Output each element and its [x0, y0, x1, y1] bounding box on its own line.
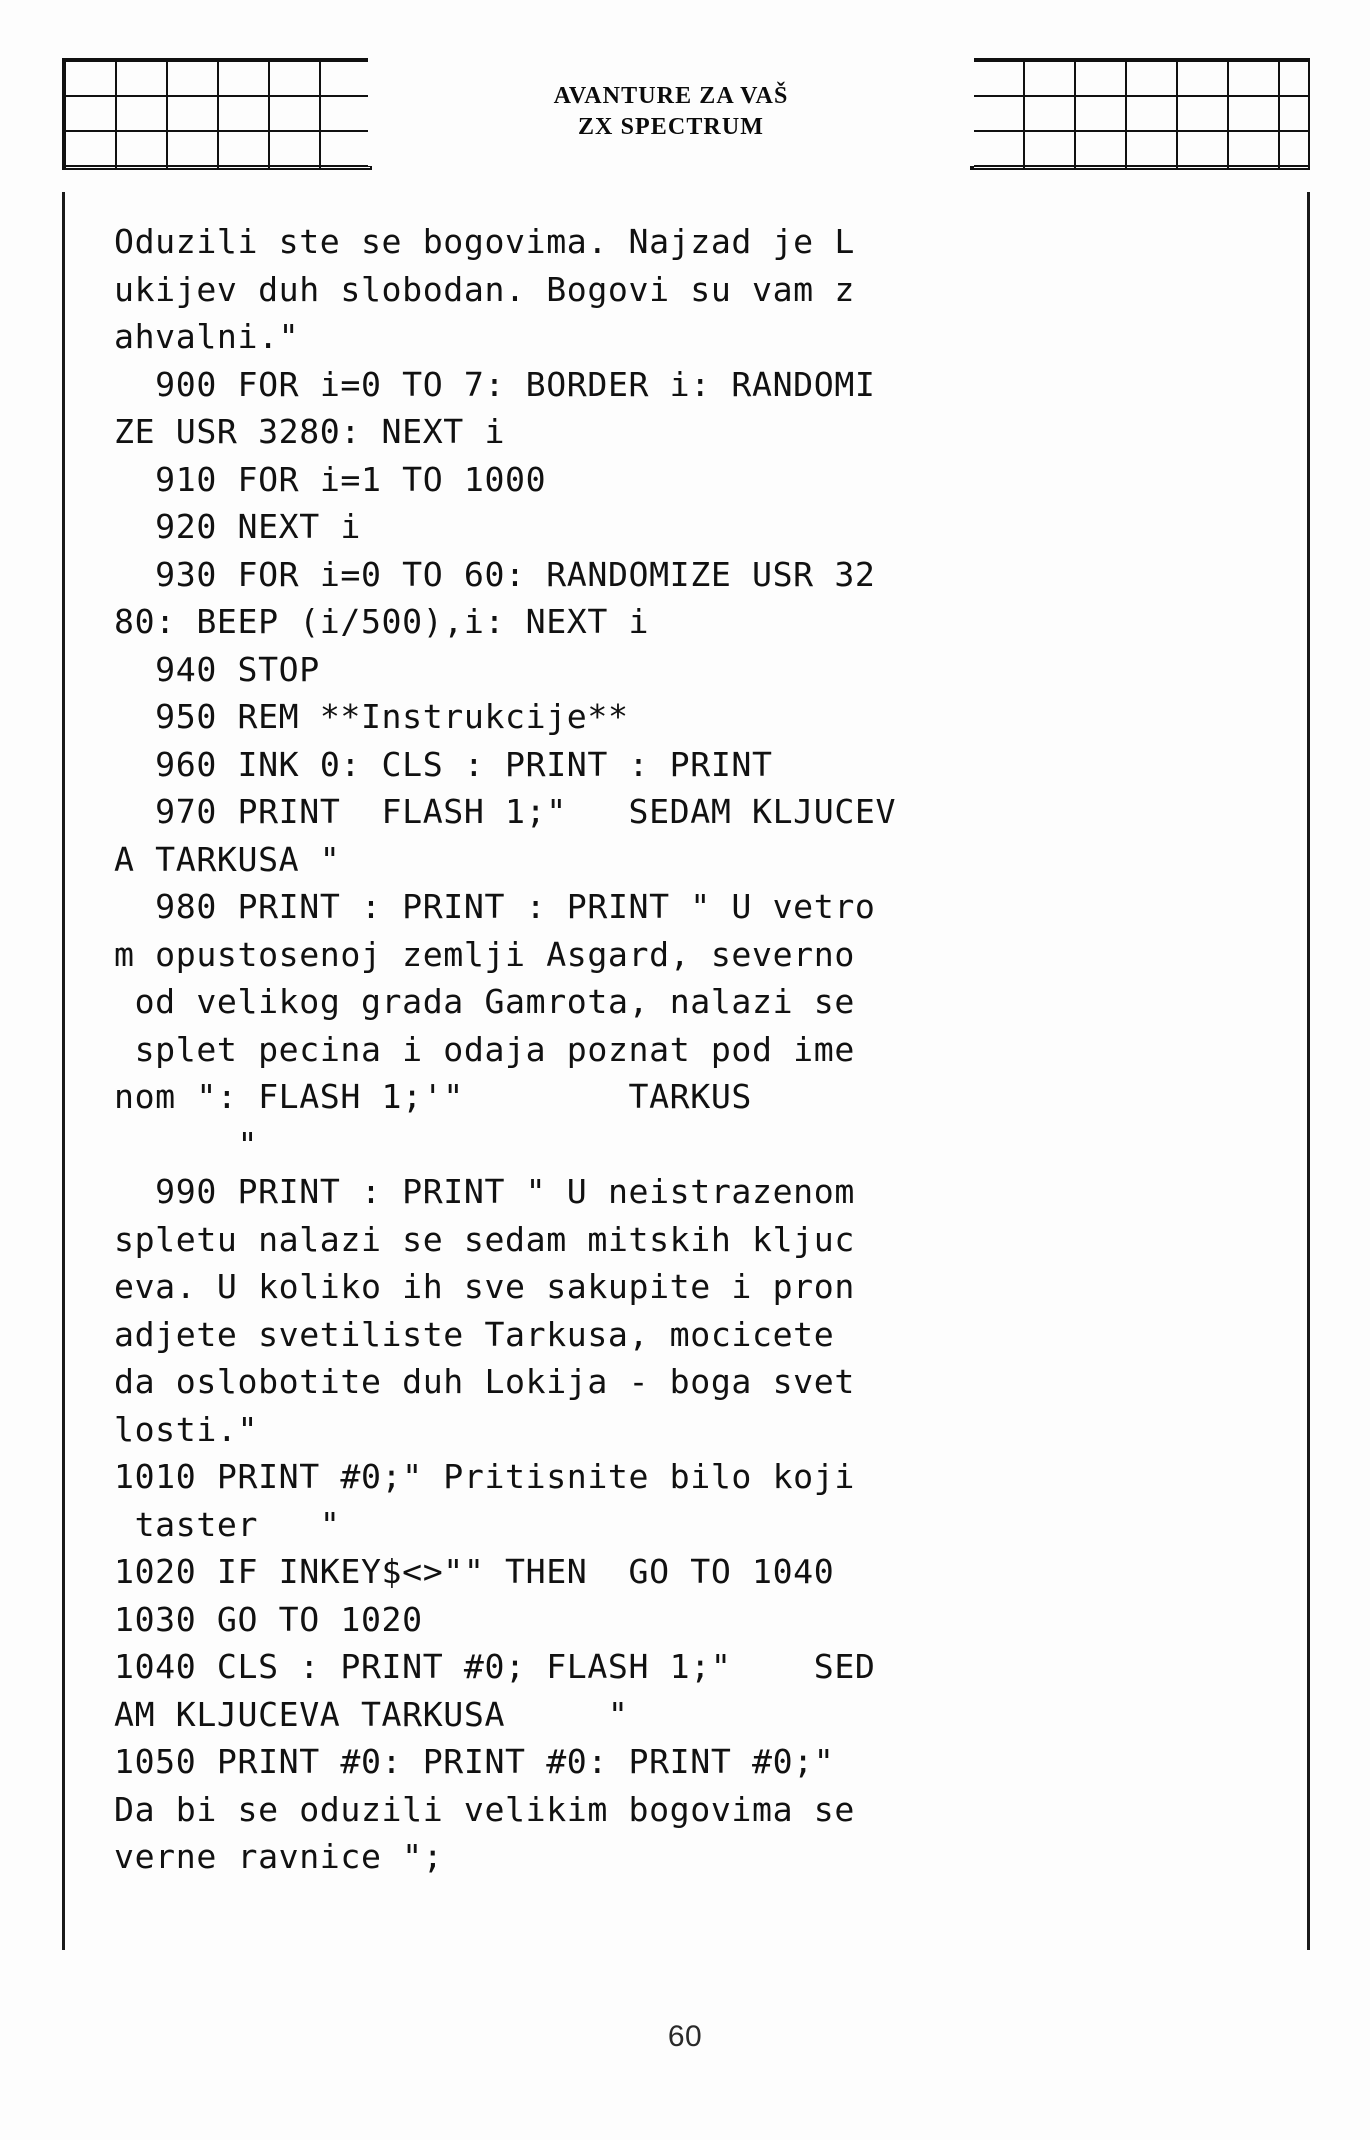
listing-line: ZE USR 3280: NEXT i [114, 412, 506, 451]
listing-line: 910 FOR i=1 TO 1000 [114, 459, 547, 499]
listing-line: 980 PRINT : PRINT : PRINT " U vetro [114, 887, 876, 926]
listing-line: 950 REM **Instrukcije** [114, 697, 629, 736]
listing-line: nom ": FLASH 1;'" TARKUS [114, 1077, 752, 1116]
listing-line: adjete svetiliste Tarkusa, mocicete [114, 1314, 835, 1354]
listing-line: ahvalni." [114, 317, 300, 356]
listing-line: 1020 IF INKEY$<>"" THEN GO TO 1040 [114, 1552, 835, 1591]
listing-line: losti." [114, 1409, 259, 1449]
listing-line: 1010 PRINT #0;" Pritisnite bilo koji [114, 1457, 855, 1496]
listing-line: 900 FOR i=0 TO 7: BORDER i: RANDOMI [114, 364, 876, 404]
right-margin-rule [1307, 192, 1310, 1950]
page-number: 60 [667, 2020, 703, 2053]
header-grid-left [62, 58, 372, 170]
listing-line: ukijev duh slobodan. Bogovi su vam z [114, 269, 855, 309]
listing-line: A TARKUSA " [114, 839, 341, 879]
listing-line: 990 PRINT : PRINT " U neistrazenom [114, 1172, 855, 1211]
listing-line: 940 STOP [114, 649, 320, 689]
listing-line: verne ravnice "; [114, 1837, 444, 1876]
listing-line: eva. U koliko ih sve sakupite i pron [114, 1267, 855, 1306]
listing-line: taster " [114, 1504, 341, 1544]
listing-line: spletu nalazi se sedam mitskih kljuc [114, 1219, 855, 1259]
listing-line: 1050 PRINT #0: PRINT #0: PRINT #0;" [114, 1742, 835, 1781]
header-title-line-1: AVANTURE ZA VAŠ [553, 82, 789, 109]
page-header [62, 58, 1310, 166]
listing-line: Oduzili ste se bogovima. Najzad je L [114, 222, 855, 261]
left-margin-rule [62, 192, 65, 1950]
header-grid-right [970, 58, 1310, 170]
header-title-line-2: ZX SPECTRUM [577, 114, 765, 140]
listing-line: 960 INK 0: CLS : PRINT : PRINT [114, 744, 773, 784]
listing-line: 920 NEXT i [114, 507, 361, 546]
body-text-frame [62, 192, 1310, 1950]
program-listing [114, 218, 1244, 1881]
listing-line: " [114, 1124, 259, 1164]
listing-line: splet pecina i odaja poznat pod ime [114, 1029, 855, 1069]
listing-line: 930 FOR i=0 TO 60: RANDOMIZE USR 32 [114, 554, 876, 594]
listing-line: Da bi se oduzili velikim bogovima se [114, 1789, 855, 1829]
header-title [368, 58, 974, 166]
listing-line: od velikog grada Gamrota, nalazi se [114, 982, 855, 1021]
listing-line: 80: BEEP (i/500),i: NEXT i [114, 602, 650, 641]
listing-line: da oslobotite duh Lokija - boga svet [114, 1362, 855, 1401]
listing-line: m opustosenoj zemlji Asgard, severno [114, 934, 855, 974]
listing-line: 1030 GO TO 1020 [114, 1599, 423, 1639]
listing-line: AM KLJUCEVA TARKUSA " [114, 1694, 629, 1734]
listing-line: 1040 CLS : PRINT #0; FLASH 1;" SED [114, 1647, 876, 1686]
listing-line: 970 PRINT FLASH 1;" SEDAM KLJUCEV [114, 792, 897, 831]
